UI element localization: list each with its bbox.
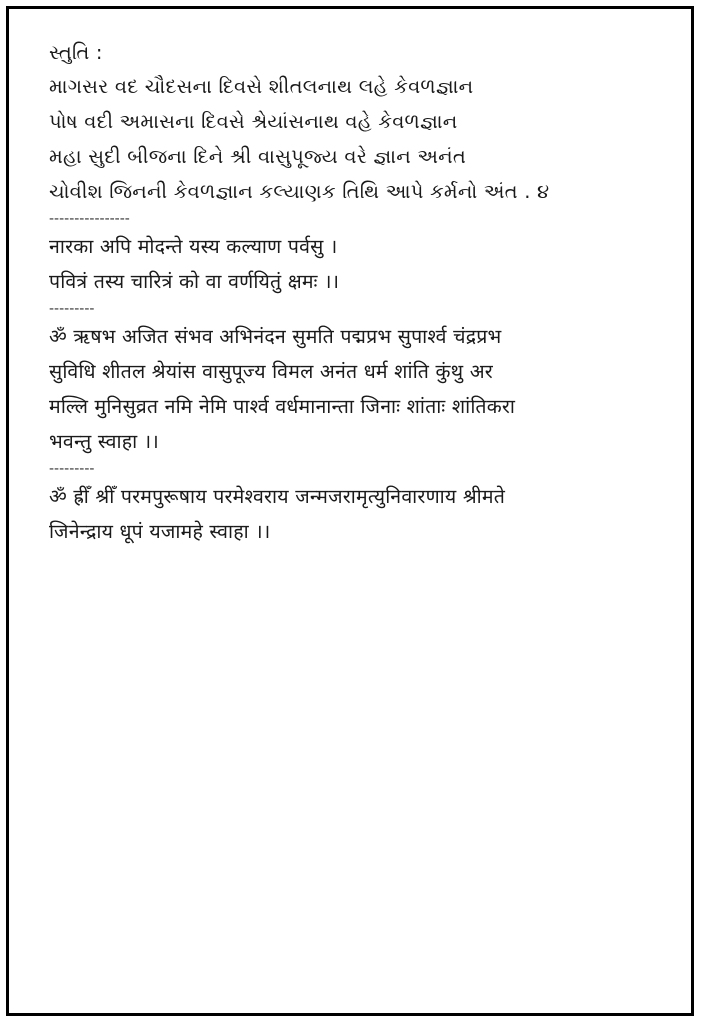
stuti-line-1: માગસર વદ ચૌદસના દિવસે શીતલનાથ લહે કેવળજ્ઞાન bbox=[49, 75, 474, 98]
dhoop-line-2: जिनेन्द्राय धूपं यजामहे स्वाहा ।। bbox=[49, 520, 271, 543]
separator-1: ---------------- bbox=[49, 211, 130, 227]
shloka-line-1: नारका अपि मोदन्ते यस्य कल्याण पर्वसु । bbox=[49, 235, 338, 258]
stuti-line-4: ચોવીશ જિનની કેવળજ્ઞાન કલ્યાણક તિથિ આપે કર્મનો અંત . ૪ bbox=[49, 180, 550, 203]
mantra-line-4: भवन्तु स्वाहा ।। bbox=[49, 430, 159, 453]
stuti-line-3: મહા સુદી બીજના દિને શ્રી વાસુપૂજ્ય વરે જ્ઞાન અનંત bbox=[49, 145, 466, 168]
dhoop-line-1: ॐ ह्रीँ श्रीँ परमपुरूषाय परमेश्वराय जन्मजरामृत्युनिवारणाय श्रीमते bbox=[49, 485, 506, 508]
mantra-line-2: सुविधि शीतल श्रेयांस वासुपूज्य विमल अनंत धर्म शांति कुंथु अर bbox=[49, 360, 493, 383]
stuti-line-2: પોષ વદી અમાસના દિવસે શ્રેયાંસનાથ વહે કેવળજ્ઞાન bbox=[49, 110, 458, 133]
separator-2: --------- bbox=[49, 301, 95, 317]
separator-3: --------- bbox=[49, 461, 95, 477]
mantra-line-3: मल्लि मुनिसुव्रत नमि नेमि पार्श्व वर्धमानान्ता जिनाः शांताः शांतिकरा bbox=[49, 395, 516, 418]
mantra-line-1: ॐ ऋषभ अजित संभव अभिनंदन सुमति पद्मप्रभ सुपार्श्व चंद्रप्रभ bbox=[49, 325, 502, 348]
page-frame bbox=[6, 6, 694, 1016]
document-body bbox=[49, 37, 689, 549]
stuti-heading: સ્તુતિ : bbox=[49, 41, 103, 64]
shloka-line-2: पवित्रं तस्य चारित्रं को वा वर्णयितुं क्षमः ।। bbox=[49, 270, 340, 293]
